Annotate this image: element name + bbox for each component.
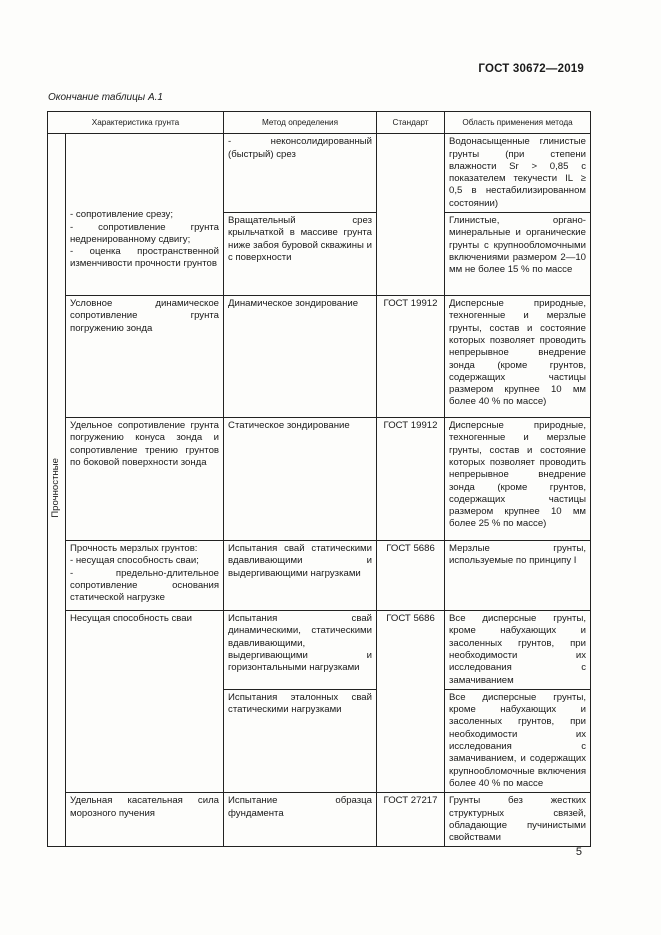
table-header-row <box>48 112 591 134</box>
characteristic-cell <box>66 134 224 296</box>
table-row <box>48 134 591 213</box>
characteristic-line: - предельно-длительное сопротивление основания статической нагрузке <box>70 567 220 604</box>
characteristic-cell: Условное динамическое сопротивление грунта погружению зонда <box>66 296 224 418</box>
scope-cell: Водонасыщенные глинистые грунты (при степени влажности Sr > 0,85 с показателем текучести IL ≥ 0,5 в нестабилизированном состоянии) <box>445 134 591 213</box>
method-cell: Динамическое зондирование <box>224 296 377 418</box>
scope-cell: Дисперсные природные, техногенные и мерзлые грунты, состав и состояние которых позволяет проводить непрерывное внедрение зонда (кроме грунтов, содержащих частицы размером крупнее 10 мм более 25 % по массе) <box>445 418 591 541</box>
scope-cell: Грунты без жестких структурных связей, обладающие пучинистыми свойствами <box>445 793 591 847</box>
method-cell: Испытание образца фундамента <box>224 793 377 847</box>
table-caption: Окончание таблицы А.1 <box>48 92 163 103</box>
characteristic-line: - сопротивление срезу; <box>70 209 173 221</box>
method-cell: Испытания свай динамическими, статическими вдавливающими, выдергивающими и горизонтальными нагрузками <box>224 611 377 690</box>
characteristic-line: - несущая способность сваи; <box>70 555 199 567</box>
standard-cell: ГОСТ 5686 <box>377 541 445 611</box>
characteristic-line: Прочность мерзлых грунтов: <box>70 543 198 555</box>
column-header-scope: Область применения метода <box>445 112 591 134</box>
scope-cell: Все дисперсные грунты, кроме набухающих и засоленных грунтов, при необходимости их исследования с замачиванием <box>445 611 591 690</box>
characteristic-line: - сопротивление грунта недренированному сдвигу; <box>70 221 220 245</box>
table-row <box>48 418 591 541</box>
scope-cell: Все дисперсные грунты, кроме набухающих и засоленных грунтов, при необходимости их исследования с замачиванием, и содержащих крупнообломочные включения более 40 % по массе <box>445 689 591 792</box>
column-header-standard: Стандарт <box>377 112 445 134</box>
method-cell: - неконсолидированный (быстрый) срез <box>224 134 377 213</box>
characteristic-cell: Несущая способность сваи <box>66 611 224 793</box>
standard-cell: ГОСТ 27217 <box>377 793 445 847</box>
table-row <box>48 793 591 847</box>
characteristic-cell: Удельное сопротивление грунта погружению конуса зонда и сопротивление трению грунтов по боковой поверхности зонда <box>66 418 224 541</box>
group-label: Прочностные <box>50 458 62 519</box>
characteristic-line: - оценка пространственной изменчивости прочности грунтов <box>70 246 220 270</box>
scope-cell: Глинистые, органо-минеральные и органические грунты с крупнообломочными включениями размером 2—10 мм не более 15 % по массе <box>445 213 591 296</box>
characteristic-spacer <box>70 136 219 209</box>
standard-cell: ГОСТ 19912 <box>377 418 445 541</box>
table-row <box>48 541 591 611</box>
group-label-cell <box>48 134 66 847</box>
table-row <box>48 611 591 690</box>
standard-cell: ГОСТ 5686 <box>377 611 445 793</box>
scope-cell: Мерзлые грунты, используемые по принципу I <box>445 541 591 611</box>
table-row <box>48 296 591 418</box>
column-header-characteristic: Характеристика грунта <box>48 112 224 134</box>
method-cell: Вращательный срез крыльчаткой в массиве грунта ниже забоя буровой скважины и с поверхности <box>224 213 377 296</box>
scope-cell: Дисперсные природные, техногенные и мерзлые грунты, состав и состояние которых позволяет проводить непрерывное внедрение зонда (кроме грунтов, содержащих частицы размером крупнее 10 мм более 40 % по массе) <box>445 296 591 418</box>
column-header-method: Метод определения <box>224 112 377 134</box>
soil-methods-table <box>47 111 591 847</box>
method-cell: Испытания свай статическими вдавливающими и выдергивающими нагрузками <box>224 541 377 611</box>
standard-cell: ГОСТ 19912 <box>377 296 445 418</box>
standard-cell <box>377 134 445 296</box>
characteristic-cell: Удельная касательная сила морозного пучения <box>66 793 224 847</box>
characteristic-cell <box>66 541 224 611</box>
method-cell: Испытания эталонных свай статическими нагрузками <box>224 689 377 792</box>
page-number: 5 <box>575 846 582 858</box>
method-cell: Статическое зондирование <box>224 418 377 541</box>
document-code: ГОСТ 30672—2019 <box>478 63 584 75</box>
